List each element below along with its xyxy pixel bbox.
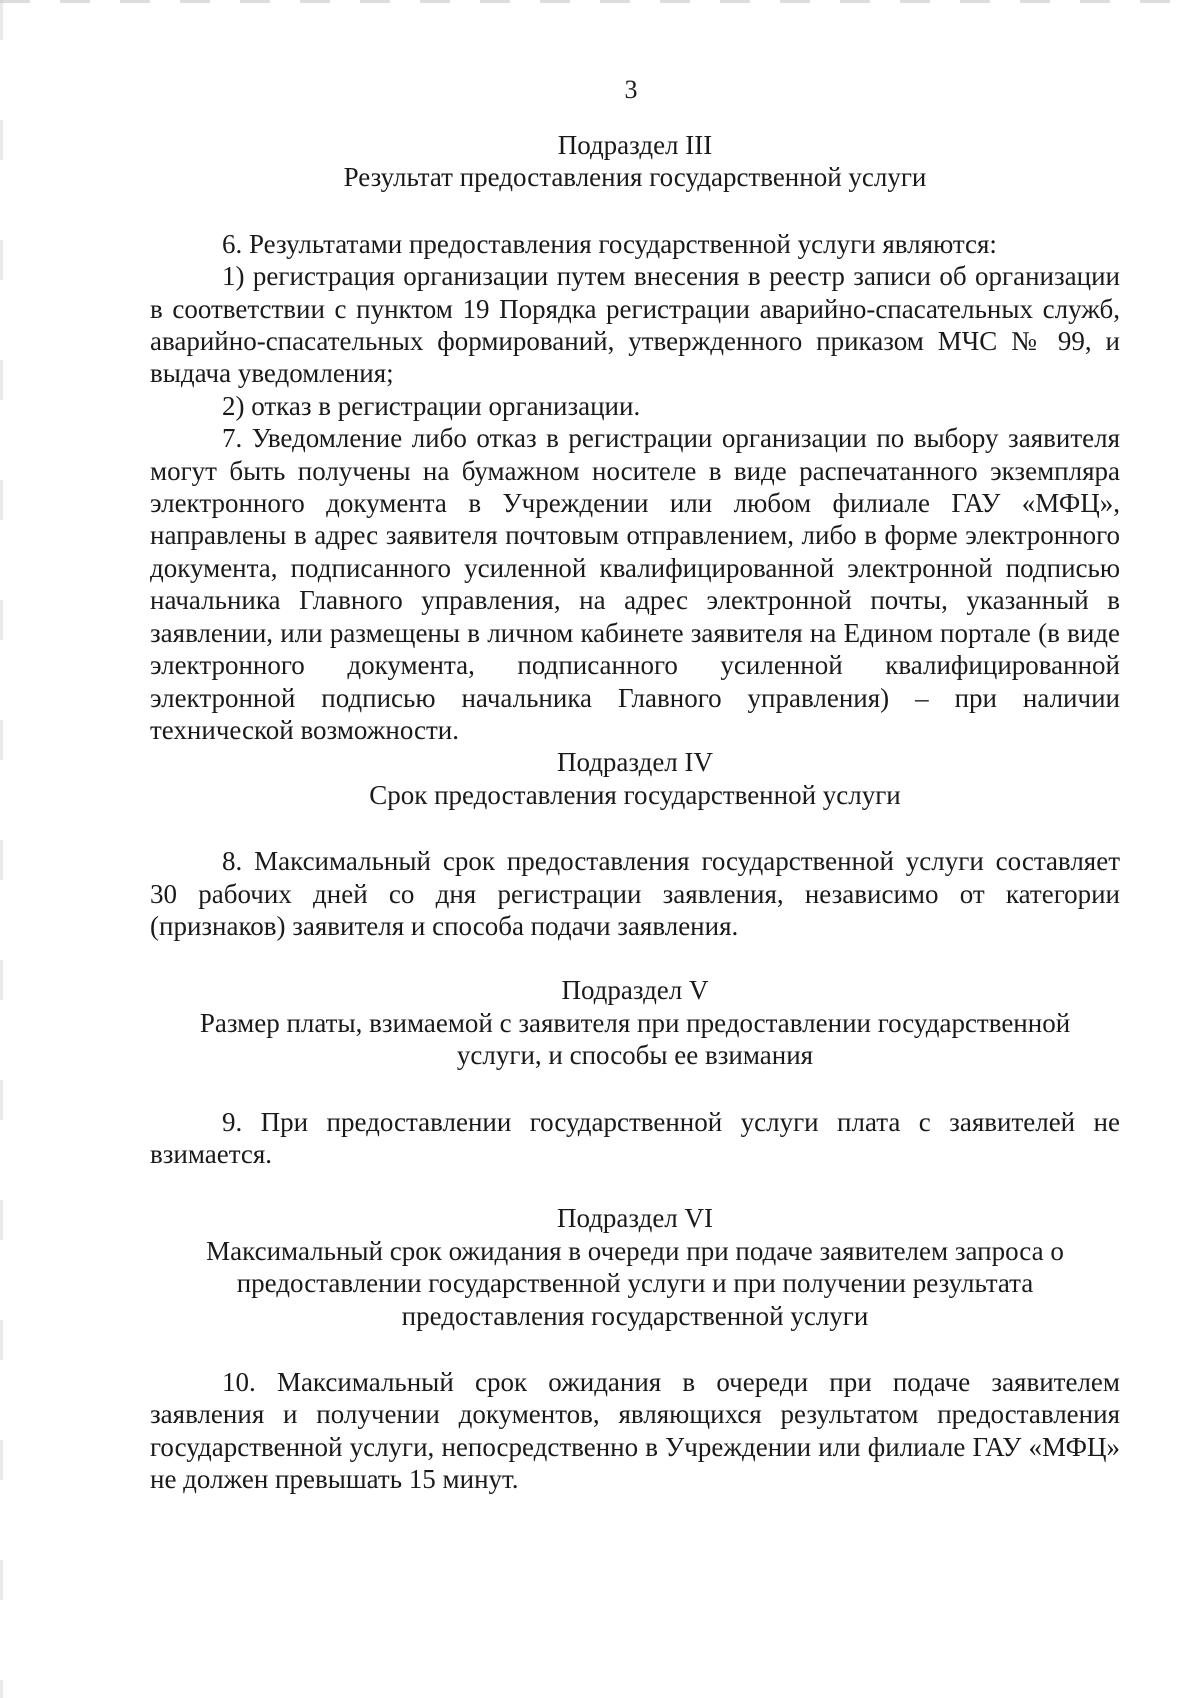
scan-edge-top [0,0,1200,3]
document-body [150,129,1120,1496]
paragraph-9: 9. При предоставлении государственной услуги плата с заявителей не взимается. [150,1106,1120,1169]
section-title: Подраздел V [561,975,709,1006]
section-title: Подраздел IV [556,747,714,778]
section-subtitle-line: услуги, и способы ее взимания [456,1040,814,1071]
scan-edge-left [0,0,3,1698]
page-number: 3 [624,75,638,104]
paragraph-6-1: 1) регистрация организации путем внесения в реестр записи об организации в соответствии с пунктом 19 Порядка регистрации аварийно-спасательных служб, аварийно-спасательных формирований, утвержденного приказом МЧС № 99, и выдача уведомления; [150,261,1120,389]
section-heading-vi [150,1202,1120,1332]
section-subtitle-line: Максимальный срок ожидания в очереди при подаче заявителем запроса о [206,1235,1064,1266]
paragraph-10: 10. Максимальный срок ожидания в очереди при подаче заявителем заявления и получении документов, являющихся результатом предоставления государственной услуги, непосредственно в Учреждении или филиале ГАУ «МФЦ» не должен превышать 15 минут. [150,1367,1120,1495]
section-heading-iv [150,746,1120,811]
paragraph-7: 7. Уведомление либо отказ в регистрации организации по выбору заявителя могут быть получены на бумажном носителе в виде распечатанного экземпляра электронного документа в Учреждении или любом филиале ГАУ «МФЦ», направлены в адрес заявителя почтовым отправлением, либо в форме электронного документа, подписанного усиленной квалифицированной электронной подписью начальника Главного управления, на адрес электронной почты, указанный в заявлении, или размещены в личном кабинете заявителя на Едином портале (в виде электронного документа, подписанного усиленной квалифицированной электронной подписью начальника Главного управления) – при наличии технической возможности. [150,423,1120,745]
section-subtitle-line: предоставлении государственной услуги и при получении результата [236,1268,1034,1299]
section-heading-iii [150,129,1120,194]
section-subtitle: Результат предоставления государственной услуги [343,162,927,193]
section-title: Подраздел III [557,130,713,160]
paragraph-6: 6. Результатами предоставления государственной услуги являются: [222,228,997,259]
section-subtitle: Срок предоставления государственной услуги [369,779,901,810]
section-subtitle-line: предоставления государственной услуги [401,1300,869,1331]
section-title: Подраздел VI [556,1203,714,1234]
section-subtitle-line: Размер платы, взимаемой с заявителя при предоставлении государственной [199,1007,1071,1038]
section-heading-v [150,974,1120,1071]
paragraph-6-2: 2) отказ в регистрации организации. [222,390,641,421]
paragraph-8: 8. Максимальный срок предоставления государственной услуги составляет 30 рабочих дней со дня регистрации заявления, независимо от категории (признаков) заявителя и способа подачи заявления. [150,846,1120,941]
